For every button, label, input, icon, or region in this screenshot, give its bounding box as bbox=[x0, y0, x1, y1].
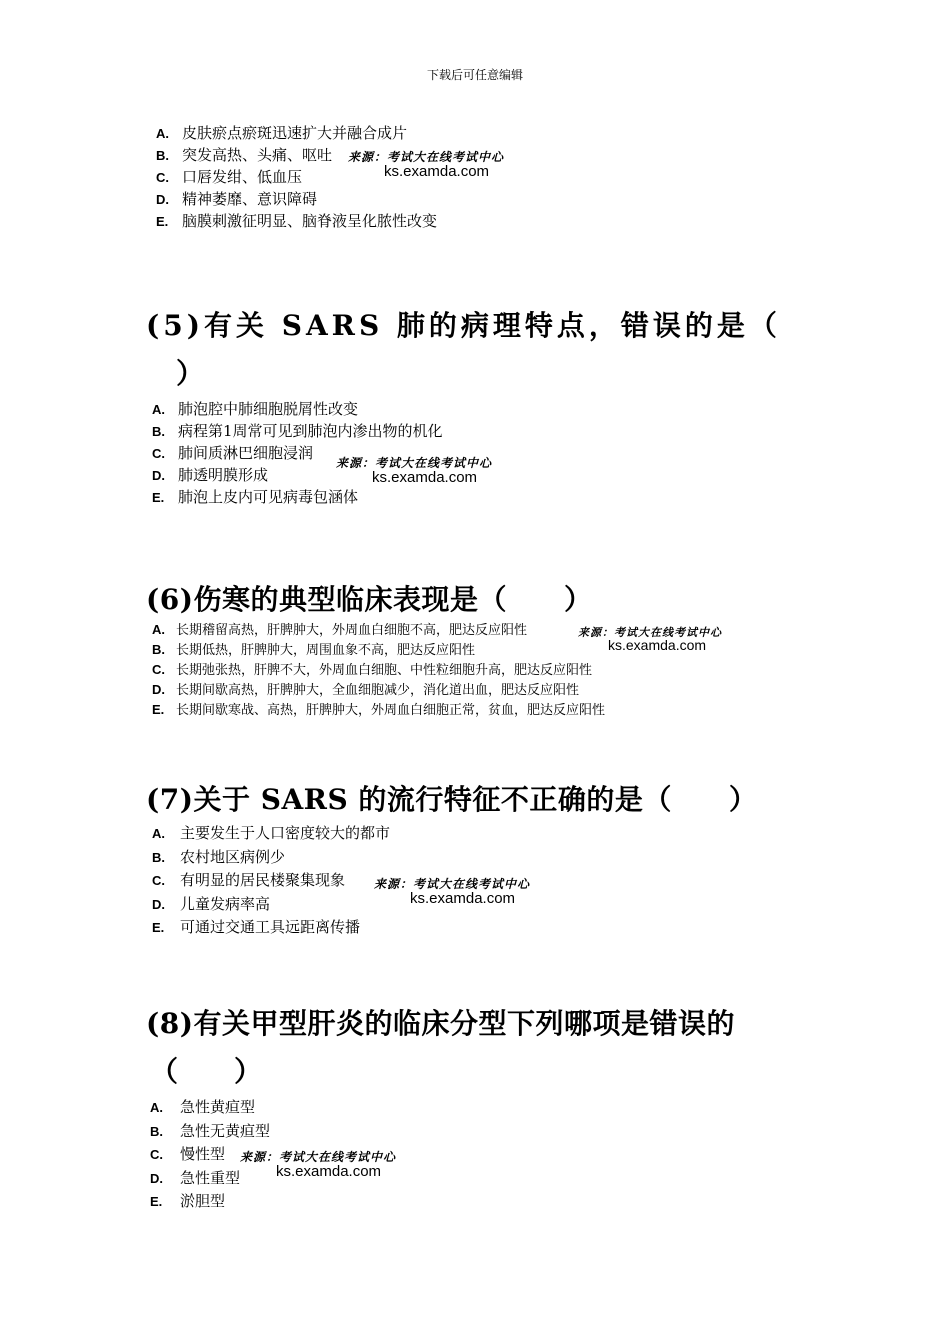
option-item bbox=[156, 122, 437, 144]
option-item bbox=[150, 1120, 270, 1144]
option-item bbox=[152, 893, 390, 917]
option-text: 长期弛张热，肝脾不大，外周血白细胞、中性粒细胞升高，肥达反应阳性 bbox=[176, 663, 593, 678]
option-text: 慢性型 bbox=[180, 1145, 226, 1163]
option-letter: C. bbox=[150, 1147, 163, 1162]
option-letter: A. bbox=[152, 826, 165, 841]
option-item bbox=[152, 420, 443, 442]
option-text: 长期低热，肝脾肿大，周围血象不高，肥达反应阳性 bbox=[176, 643, 476, 658]
option-item bbox=[152, 700, 605, 720]
option-letter: B. bbox=[152, 642, 165, 657]
option-text: 脑膜刺激征明显、脑脊液呈化脓性改变 bbox=[182, 212, 438, 230]
option-text: 精神萎靡、意识障碍 bbox=[182, 190, 318, 208]
option-letter: B. bbox=[152, 849, 165, 865]
option-item bbox=[152, 869, 390, 893]
option-item bbox=[152, 640, 605, 660]
watermark-source: 来源：考试大在线考试中心 bbox=[578, 626, 722, 639]
watermark-source: 来源：考试大在线考试中心 bbox=[374, 877, 531, 891]
option-letter: D. bbox=[150, 1170, 163, 1186]
option-letter: B. bbox=[150, 1123, 163, 1139]
option-item bbox=[152, 486, 443, 508]
option-text: 肺间质淋巴细胞浸润 bbox=[178, 444, 314, 462]
option-letter: A. bbox=[152, 622, 165, 637]
option-item bbox=[152, 822, 390, 846]
option-text: 急性重型 bbox=[180, 1168, 241, 1187]
q5-options bbox=[152, 398, 443, 508]
watermark-source: 来源：考试大在线考试中心 bbox=[336, 456, 493, 470]
option-item bbox=[152, 620, 605, 640]
option-item bbox=[156, 210, 437, 232]
option-letter: D. bbox=[156, 192, 169, 207]
option-letter: B. bbox=[152, 424, 165, 439]
question-5-title: (5)有关 SARS 肺的病理特点，错误的是（ bbox=[146, 309, 781, 342]
question-6-title: (6)伤寒的典型临床表现是（ ） bbox=[146, 583, 593, 616]
option-item bbox=[152, 846, 390, 870]
option-letter: D. bbox=[152, 468, 165, 483]
page-header: 下载后可任意编辑 bbox=[426, 68, 523, 82]
option-item bbox=[152, 660, 605, 680]
question-7-title: (7)关于 SARS 的流行特征不正确的是（ ） bbox=[146, 783, 758, 816]
option-letter: C. bbox=[152, 446, 165, 461]
option-letter: E. bbox=[152, 702, 165, 717]
option-text: 肺泡上皮内可见病毒包涵体 bbox=[178, 488, 359, 506]
option-letter: B. bbox=[156, 148, 169, 163]
option-text: 突发高热、头痛、呕吐 bbox=[182, 146, 333, 164]
watermark-url: ks.examda.com bbox=[384, 163, 490, 180]
option-letter: D. bbox=[152, 896, 165, 912]
watermark-source: 来源：考试大在线考试中心 bbox=[240, 1150, 397, 1164]
option-item bbox=[152, 916, 390, 940]
option-text: 主要发生于人口密度较大的都市 bbox=[180, 824, 391, 842]
option-text: 长期间歇寒战、高热，肝脾肿大，外周血白细胞正常，贫血，肥达反应阳性 bbox=[176, 703, 606, 718]
option-text: 儿童发病率高 bbox=[180, 894, 271, 913]
option-letter: E. bbox=[150, 1194, 163, 1209]
watermark-url: ks.examda.com bbox=[276, 1163, 382, 1180]
watermark-url: ks.examda.com bbox=[410, 890, 516, 907]
option-text: 农村地区病例少 bbox=[180, 847, 286, 866]
option-letter: C. bbox=[156, 170, 169, 185]
option-letter: E. bbox=[152, 920, 165, 935]
option-text: 有明显的居民楼聚集现象 bbox=[180, 871, 346, 889]
option-letter: A. bbox=[150, 1100, 163, 1115]
option-text: 长期间歇高热，肝脾肿大，全血细胞减少，消化道出血，肥达反应阳性 bbox=[176, 683, 580, 698]
option-letter: A. bbox=[156, 126, 169, 141]
option-item bbox=[150, 1190, 270, 1214]
option-letter: A. bbox=[152, 402, 165, 417]
option-text: 肺透明膜形成 bbox=[178, 466, 269, 484]
option-text: 可通过交通工具远距离传播 bbox=[180, 918, 361, 936]
watermark-source: 来源：考试大在线考试中心 bbox=[348, 150, 505, 164]
option-text: 急性无黄疸型 bbox=[180, 1121, 271, 1140]
option-text: 皮肤瘀点瘀斑迅速扩大并融合成片 bbox=[182, 124, 408, 142]
option-letter: C. bbox=[152, 873, 165, 888]
option-item bbox=[150, 1167, 270, 1191]
option-text: 急性黄疸型 bbox=[180, 1098, 256, 1116]
q6-options bbox=[152, 620, 605, 720]
option-text: 肺泡腔中肺细胞脱屑性改变 bbox=[178, 400, 359, 418]
option-item bbox=[156, 188, 437, 210]
question-8-title-cont: （ ） bbox=[150, 1055, 263, 1088]
question-5-title-cont: ） bbox=[176, 357, 205, 390]
option-item bbox=[152, 398, 443, 420]
question-8-title: (8)有关甲型肝炎的临床分型下列哪项是错误的 bbox=[146, 1007, 735, 1040]
option-item bbox=[150, 1096, 270, 1120]
option-text: 长期稽留高热，肝脾肿大，外周血白细胞不高，肥达反应阳性 bbox=[176, 623, 528, 638]
option-text: 口唇发绀、低血压 bbox=[182, 168, 303, 186]
option-text: 病程第1周常可见到肺泡内渗出物的机化 bbox=[178, 422, 443, 440]
watermark-url: ks.examda.com bbox=[608, 637, 707, 653]
watermark-url: ks.examda.com bbox=[372, 469, 478, 486]
option-letter: C. bbox=[152, 662, 165, 677]
option-item bbox=[152, 680, 605, 700]
option-letter: E. bbox=[152, 490, 165, 505]
option-text: 淤胆型 bbox=[180, 1192, 226, 1210]
option-letter: E. bbox=[156, 214, 169, 229]
option-letter: D. bbox=[152, 682, 165, 697]
q7-options bbox=[152, 822, 390, 940]
